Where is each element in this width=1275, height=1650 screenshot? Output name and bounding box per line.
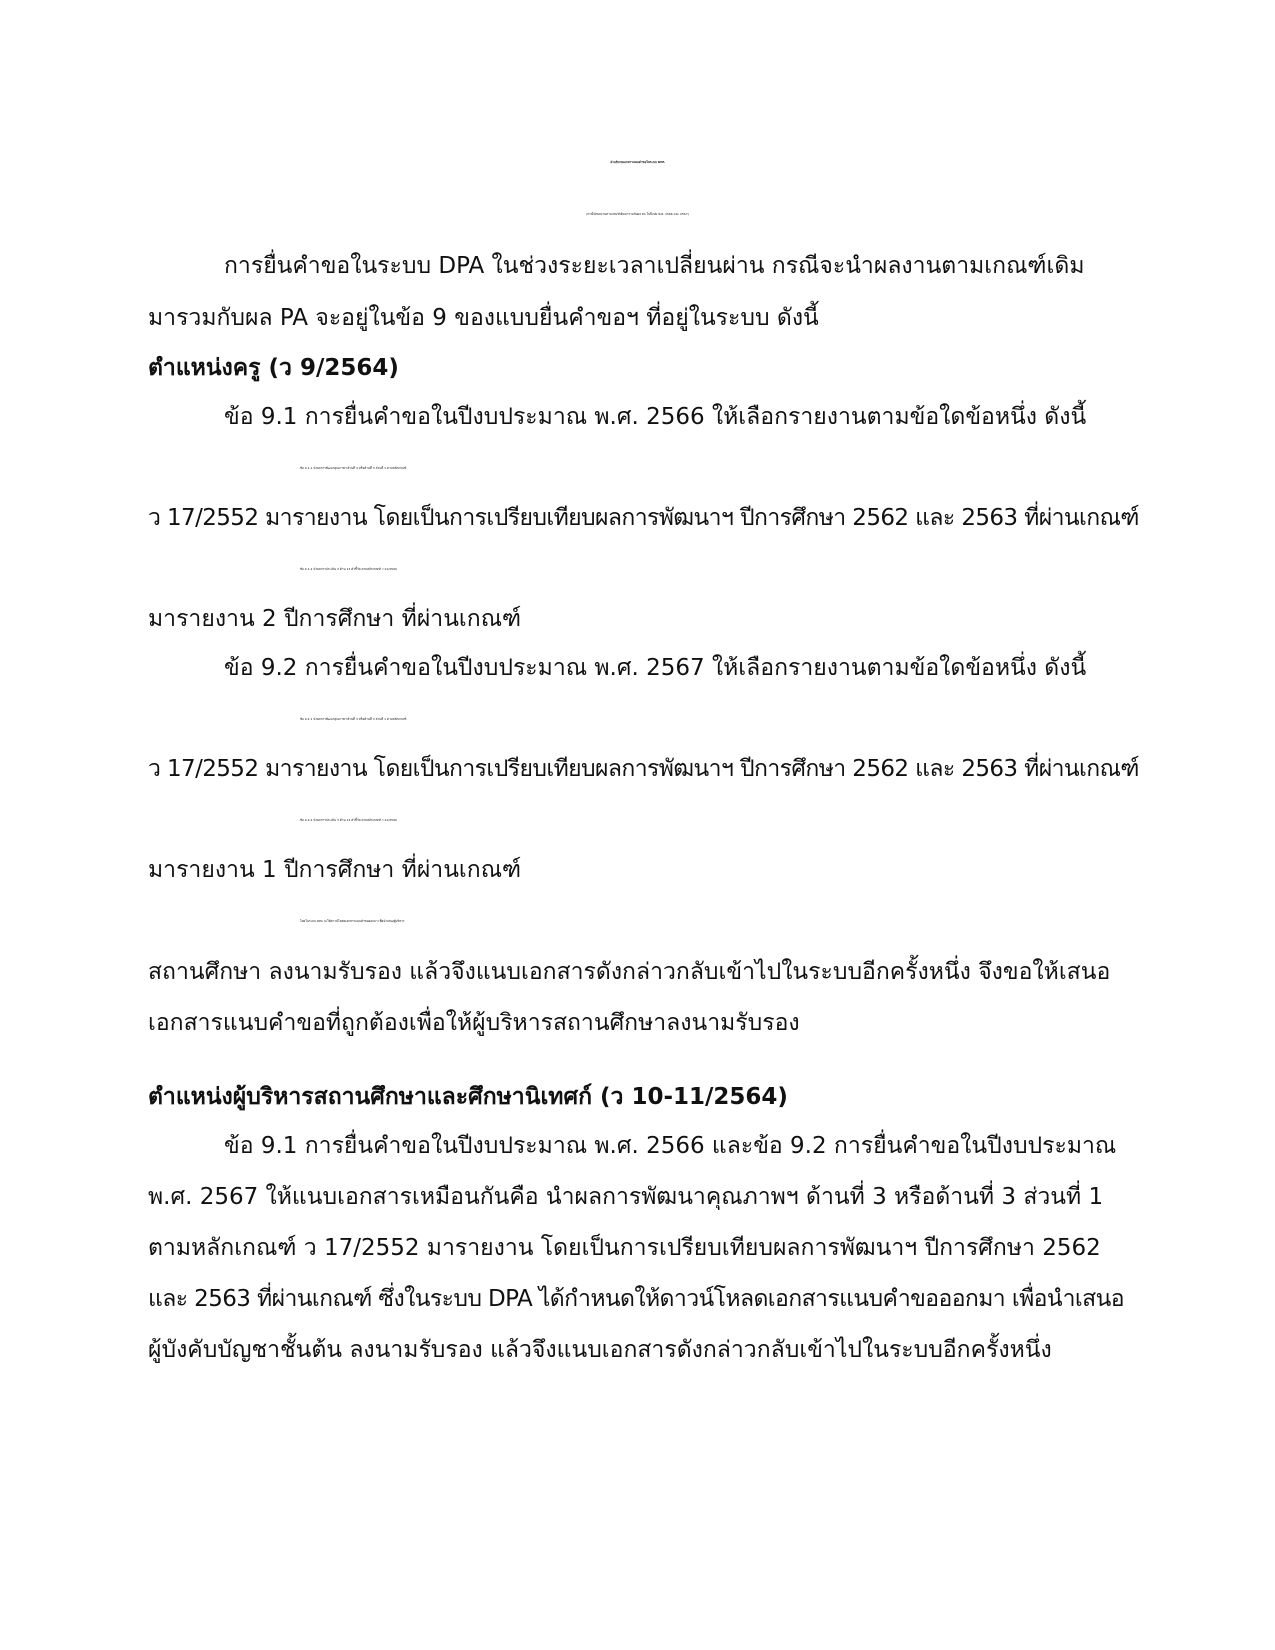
paragraph-line: ข้อ 9.1 การยื่นคำขอในปีงบประมาณ พ.ศ. 2566 ให้เลือกรายงานตามข้อใดข้อหนึ่ง ดังนี้ — [224, 404, 1087, 430]
paragraph-line: มารายงาน 1 ปีการศึกษา ที่ผ่านเกณฑ์ — [148, 857, 522, 883]
paragraph-line: ข้อ 9.1.2 นำผลการประเมิน 3 ด้าน 13 ตัวชี้วัด ตามหลักเกณฑ์ ว 21/2560 — [300, 567, 397, 571]
paragraph-line: ผู้บังคับบัญชาชั้นต้น ลงนามรับรอง แล้วจึงแนบเอกสารดังกล่าวกลับเข้าไปในระบบอีกครั้งหนึ่ง — [148, 1337, 1052, 1363]
paragraph-line: ว 17/2552 มารายงาน โดยเป็นการเปรียบเทียบผลการพัฒนาฯ ปีการศึกษา 2562 และ 2563 ที่ผ่านเกณฑ์ — [148, 505, 1139, 531]
document-subtitle: (กรณีนำผลงานตามเกณฑ์เดิมมารวมกับผล PA ในปีงปม พ.ศ. 2566 และ 2567) — [586, 212, 689, 216]
paragraph-line: ตามหลักเกณฑ์ ว 17/2552 มารายงาน โดยเป็นการเปรียบเทียบผลการพัฒนาฯ ปีการศึกษา 2562 — [148, 1235, 1101, 1261]
paragraph-line: ข้อ 9.2.2 นำผลการประเมิน 3 ด้าน 13 ตัวชี้วัด ตามหลักเกณฑ์ ว 21/2560 — [300, 818, 397, 822]
paragraph-line: มารายงาน 2 ปีการศึกษา ที่ผ่านเกณฑ์ — [148, 606, 522, 632]
paragraph-line: ข้อ 9.1.1 นำผลการพัฒนาคุณภาพฯ ด้านที่ 3 หรือด้านที่ 3 ส่วนที่ 1 ตามหลักเกณฑ์ — [300, 466, 407, 470]
paragraph-line: ว 17/2552 มารายงาน โดยเป็นการเปรียบเทียบผลการพัฒนาฯ ปีการศึกษา 2562 และ 2563 ที่ผ่านเกณฑ์ — [148, 756, 1139, 782]
section-heading-teacher: ตำแหน่งครู (ว 9/2564) — [148, 355, 399, 381]
paragraph-line: สถานศึกษา ลงนามรับรอง แล้วจึงแนบเอกสารดังกล่าวกลับเข้าไปในระบบอีกครั้งหนึ่ง จึงขอให้เสนอ — [148, 959, 1111, 985]
paragraph-line: ข้อ 9.1 การยื่นคำขอในปีงบประมาณ พ.ศ. 2566 และข้อ 9.2 การยื่นคำขอในปีงบประมาณ — [224, 1133, 1117, 1159]
paragraph-line: พ.ศ. 2567 ให้แนบเอกสารเหมือนกันคือ นำผลการพัฒนาคุณภาพฯ ด้านที่ 3 หรือด้านที่ 3 ส่วนที่ 1 — [148, 1184, 1104, 1210]
intro-line: มารวมกับผล PA จะอยู่ในข้อ 9 ของแบบยื่นคำขอฯ ที่อยู่ในระบบ ดังนี้ — [148, 305, 819, 331]
paragraph-line: ข้อ 9.2.1 นำผลการพัฒนาคุณภาพฯ ด้านที่ 3 หรือด้านที่ 3 ส่วนที่ 1 ตามหลักเกณฑ์ — [300, 717, 407, 721]
document-title: คำอธิบายเอกสารแนบคำขอในระบบ DPA — [610, 160, 665, 164]
paragraph-line: โดยในระบบ DPA จะให้ดาวน์โหลดเอกสารแนบคำขอออกมา เพื่อนำเสนอผู้บริหาร — [300, 919, 405, 923]
paragraph-line: ข้อ 9.2 การยื่นคำขอในปีงบประมาณ พ.ศ. 2567 ให้เลือกรายงานตามข้อใดข้อหนึ่ง ดังนี้ — [224, 655, 1087, 681]
paragraph-line: และ 2563 ที่ผ่านเกณฑ์ ซึ่งในระบบ DPA ได้กำหนดให้ดาวน์โหลดเอกสารแนบคำขอออกมา เพื่อนำเสนอ — [148, 1286, 1124, 1312]
paragraph-line: เอกสารแนบคำขอที่ถูกต้องเพื่อให้ผู้บริหารสถานศึกษาลงนามรับรอง — [148, 1010, 800, 1036]
intro-line: การยื่นคำขอในระบบ DPA ในช่วงระยะเวลาเปลี่ยนผ่าน กรณีจะนำผลงานตามเกณฑ์เดิม — [224, 253, 1085, 279]
section-heading-admin: ตำแหน่งผู้บริหารสถานศึกษาและศึกษานิเทศก์ (ว 10-11/2564) — [148, 1084, 788, 1110]
